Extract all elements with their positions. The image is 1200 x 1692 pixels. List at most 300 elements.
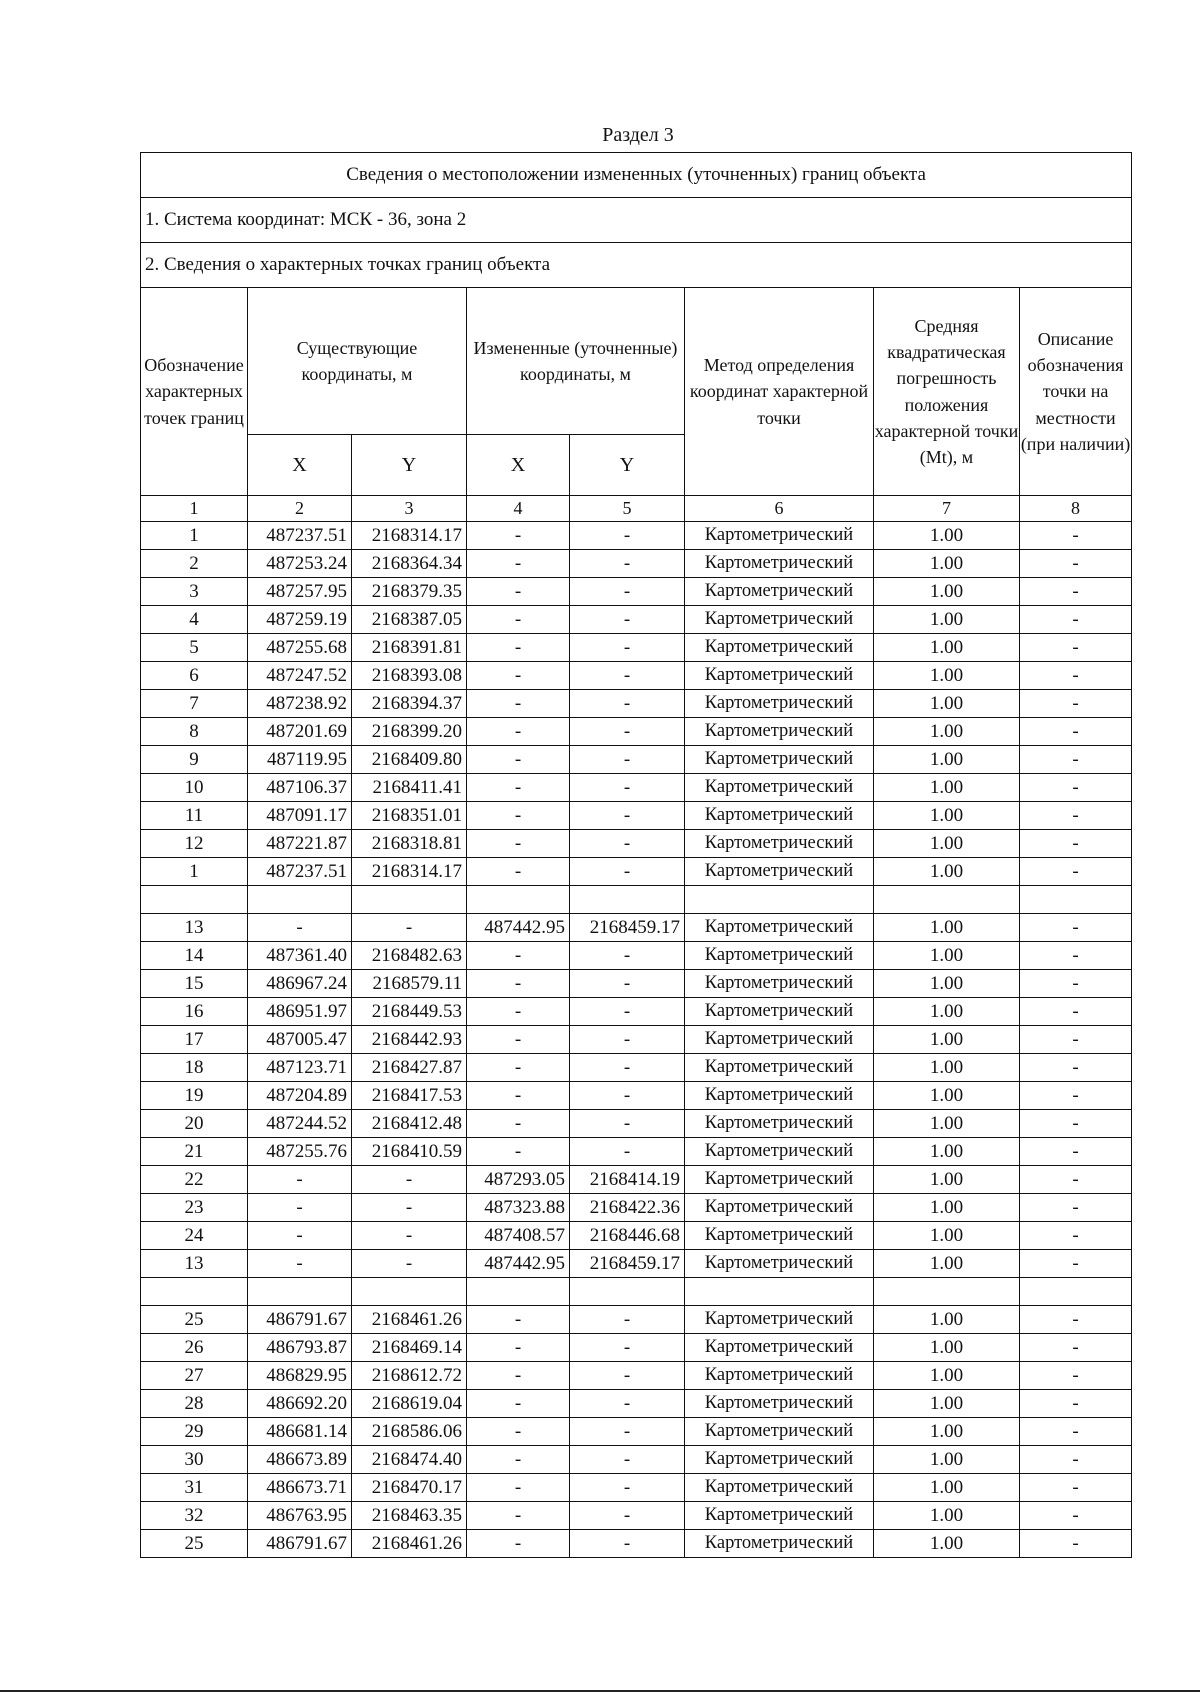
cell-error: 1.00: [874, 1222, 1020, 1250]
cell-changed-x: -: [467, 1306, 570, 1334]
cell-point: 30: [141, 1446, 248, 1474]
cell-changed-x: 487408.57: [467, 1222, 570, 1250]
cell-existing-y: 2168394.37: [352, 690, 467, 718]
cell-description: -: [1020, 550, 1132, 578]
cell-existing-y: 2168393.08: [352, 662, 467, 690]
empty-cell: [570, 1278, 685, 1306]
table-row: [141, 914, 1132, 942]
cell-point: 2: [141, 550, 248, 578]
cell-existing-y: 2168318.81: [352, 830, 467, 858]
table-row: [141, 1446, 1132, 1474]
cell-error: 1.00: [874, 1362, 1020, 1390]
cell-description: -: [1020, 1054, 1132, 1082]
cell-point: 20: [141, 1110, 248, 1138]
table-row: [141, 802, 1132, 830]
cell-changed-y: -: [570, 774, 685, 802]
cell-point: 25: [141, 1530, 248, 1558]
table-row: [141, 1306, 1132, 1334]
cell-error: 1.00: [874, 1194, 1020, 1222]
cell-point: 32: [141, 1502, 248, 1530]
cell-error: 1.00: [874, 1474, 1020, 1502]
cell-point: 22: [141, 1166, 248, 1194]
cell-changed-y: -: [570, 1362, 685, 1390]
table-row: [141, 578, 1132, 606]
cell-method: Картометрический: [685, 1418, 874, 1446]
cell-existing-x: 487106.37: [248, 774, 352, 802]
cell-changed-x: -: [467, 718, 570, 746]
column-number: 3: [352, 496, 467, 522]
cell-changed-y: -: [570, 998, 685, 1026]
cell-description: -: [1020, 998, 1132, 1026]
cell-changed-y: -: [570, 1418, 685, 1446]
cell-error: 1.00: [874, 858, 1020, 886]
cell-changed-x: -: [467, 634, 570, 662]
cell-method: Картометрический: [685, 858, 874, 886]
cell-existing-y: 2168364.34: [352, 550, 467, 578]
cell-method: Картометрический: [685, 662, 874, 690]
cell-changed-y: 2168414.19: [570, 1166, 685, 1194]
empty-cell: [1020, 1278, 1132, 1306]
cell-method: Картометрический: [685, 606, 874, 634]
cell-method: Картометрический: [685, 1082, 874, 1110]
cell-existing-x: 486681.14: [248, 1418, 352, 1446]
cell-existing-x: 486673.71: [248, 1474, 352, 1502]
header-existing: Существующие координаты, м: [248, 288, 467, 435]
table-title: Сведения о местоположении измененных (уточненных) границ объекта: [141, 153, 1132, 198]
cell-changed-y: -: [570, 1082, 685, 1110]
cell-point: 14: [141, 942, 248, 970]
table-row: [141, 970, 1132, 998]
cell-error: 1.00: [874, 802, 1020, 830]
cell-method: Картометрический: [685, 1222, 874, 1250]
cell-existing-x: 486829.95: [248, 1362, 352, 1390]
cell-existing-x: 487119.95: [248, 746, 352, 774]
column-number: 6: [685, 496, 874, 522]
cell-existing-x: 486967.24: [248, 970, 352, 998]
cell-point: 12: [141, 830, 248, 858]
cell-existing-x: 487247.52: [248, 662, 352, 690]
header-method: Метод определения координат характерной точки: [685, 288, 874, 496]
table-row: [141, 1474, 1132, 1502]
cell-existing-y: 2168409.80: [352, 746, 467, 774]
cell-existing-y: 2168619.04: [352, 1390, 467, 1418]
cell-method: Картометрический: [685, 718, 874, 746]
cell-existing-x: 487255.76: [248, 1138, 352, 1166]
cell-error: 1.00: [874, 1166, 1020, 1194]
cell-error: 1.00: [874, 1082, 1020, 1110]
header-changed-y: Y: [570, 435, 685, 496]
section-title: Раздел 3: [602, 124, 674, 146]
table-row-separator: [141, 1278, 1132, 1306]
header-point: Обозначение характерных точек границ: [141, 288, 248, 496]
cell-changed-y: -: [570, 1306, 685, 1334]
cell-changed-x: -: [467, 746, 570, 774]
cell-existing-y: 2168482.63: [352, 942, 467, 970]
cell-error: 1.00: [874, 1334, 1020, 1362]
cell-error: 1.00: [874, 550, 1020, 578]
cell-method: Картометрический: [685, 1446, 874, 1474]
cell-changed-x: -: [467, 1082, 570, 1110]
cell-changed-y: -: [570, 858, 685, 886]
cell-changed-y: -: [570, 1026, 685, 1054]
cell-point: 21: [141, 1138, 248, 1166]
cell-point: 10: [141, 774, 248, 802]
cell-point: 23: [141, 1194, 248, 1222]
cell-description: -: [1020, 1502, 1132, 1530]
cell-changed-y: -: [570, 1390, 685, 1418]
column-number: 1: [141, 496, 248, 522]
cell-method: Картометрический: [685, 830, 874, 858]
cell-method: Картометрический: [685, 1502, 874, 1530]
empty-cell: [352, 886, 467, 914]
cell-description: -: [1020, 690, 1132, 718]
cell-existing-y: 2168391.81: [352, 634, 467, 662]
cell-changed-y: -: [570, 942, 685, 970]
cell-changed-y: -: [570, 1530, 685, 1558]
cell-point: 25: [141, 1306, 248, 1334]
cell-method: Картометрический: [685, 1530, 874, 1558]
cell-changed-x: -: [467, 1502, 570, 1530]
cell-existing-x: 487237.51: [248, 522, 352, 550]
cell-error: 1.00: [874, 914, 1020, 942]
cell-error: 1.00: [874, 634, 1020, 662]
header-changed: Измененные (уточненные) координаты, м: [467, 288, 685, 435]
cell-description: -: [1020, 830, 1132, 858]
cell-error: 1.00: [874, 662, 1020, 690]
cell-error: 1.00: [874, 522, 1020, 550]
table-row: [141, 550, 1132, 578]
cell-description: -: [1020, 802, 1132, 830]
cell-existing-y: 2168417.53: [352, 1082, 467, 1110]
header-changed-x: X: [467, 435, 570, 496]
cell-description: -: [1020, 970, 1132, 998]
cell-existing-x: 487005.47: [248, 1026, 352, 1054]
cell-description: -: [1020, 1138, 1132, 1166]
cell-method: Картометрический: [685, 802, 874, 830]
header-existing-y: Y: [352, 435, 467, 496]
cell-changed-y: -: [570, 662, 685, 690]
cell-error: 1.00: [874, 1026, 1020, 1054]
cell-changed-y: -: [570, 1474, 685, 1502]
empty-cell: [685, 1278, 874, 1306]
cell-description: -: [1020, 1446, 1132, 1474]
cell-changed-x: -: [467, 802, 570, 830]
cell-point: 17: [141, 1026, 248, 1054]
cell-changed-x: 487323.88: [467, 1194, 570, 1222]
cell-point: 1: [141, 858, 248, 886]
cell-changed-x: -: [467, 1138, 570, 1166]
cell-point: 24: [141, 1222, 248, 1250]
cell-error: 1.00: [874, 1390, 1020, 1418]
cell-changed-y: -: [570, 578, 685, 606]
cell-changed-x: -: [467, 998, 570, 1026]
cell-point: 29: [141, 1418, 248, 1446]
cell-method: Картометрический: [685, 1054, 874, 1082]
cell-existing-x: 486951.97: [248, 998, 352, 1026]
table-row: [141, 1502, 1132, 1530]
cell-existing-y: 2168469.14: [352, 1334, 467, 1362]
cell-existing-x: 487244.52: [248, 1110, 352, 1138]
cell-existing-x: -: [248, 1194, 352, 1222]
cell-existing-x: 487091.17: [248, 802, 352, 830]
cell-changed-y: -: [570, 802, 685, 830]
cell-error: 1.00: [874, 998, 1020, 1026]
cell-error: 1.00: [874, 578, 1020, 606]
cell-existing-y: 2168449.53: [352, 998, 467, 1026]
table-row: [141, 1418, 1132, 1446]
table-row: [141, 1138, 1132, 1166]
cell-error: 1.00: [874, 1446, 1020, 1474]
cell-existing-y: -: [352, 1222, 467, 1250]
cell-changed-x: -: [467, 1474, 570, 1502]
cell-point: 1: [141, 522, 248, 550]
cell-changed-x: -: [467, 662, 570, 690]
cell-existing-y: 2168427.87: [352, 1054, 467, 1082]
cell-existing-y: 2168442.93: [352, 1026, 467, 1054]
cell-description: -: [1020, 662, 1132, 690]
cell-existing-y: 2168579.11: [352, 970, 467, 998]
cell-existing-y: 2168470.17: [352, 1474, 467, 1502]
cell-changed-y: -: [570, 1110, 685, 1138]
cell-existing-x: 486791.67: [248, 1306, 352, 1334]
cell-method: Картометрический: [685, 942, 874, 970]
table-row: [141, 774, 1132, 802]
cell-changed-x: -: [467, 1110, 570, 1138]
cell-changed-x: -: [467, 578, 570, 606]
cell-error: 1.00: [874, 1306, 1020, 1334]
table-row: [141, 1250, 1132, 1278]
cell-description: -: [1020, 1306, 1132, 1334]
cell-existing-y: 2168411.41: [352, 774, 467, 802]
column-number: 4: [467, 496, 570, 522]
cell-point: 28: [141, 1390, 248, 1418]
cell-changed-x: -: [467, 1026, 570, 1054]
cell-method: Картометрический: [685, 522, 874, 550]
points-heading: 2. Сведения о характерных точках границ объекта: [141, 243, 1132, 288]
cell-error: 1.00: [874, 1502, 1020, 1530]
column-number: 7: [874, 496, 1020, 522]
cell-changed-y: -: [570, 690, 685, 718]
cell-point: 26: [141, 1334, 248, 1362]
column-number: 8: [1020, 496, 1132, 522]
cell-existing-y: 2168474.40: [352, 1446, 467, 1474]
cell-description: -: [1020, 1390, 1132, 1418]
cell-existing-x: 486763.95: [248, 1502, 352, 1530]
cell-existing-x: 487255.68: [248, 634, 352, 662]
cell-existing-y: 2168461.26: [352, 1306, 467, 1334]
cell-point: 13: [141, 1250, 248, 1278]
cell-description: -: [1020, 1082, 1132, 1110]
cell-existing-y: 2168399.20: [352, 718, 467, 746]
cell-error: 1.00: [874, 690, 1020, 718]
cell-existing-x: 487259.19: [248, 606, 352, 634]
cell-description: -: [1020, 1166, 1132, 1194]
table-row: [141, 718, 1132, 746]
cell-changed-x: 487442.95: [467, 1250, 570, 1278]
cell-existing-x: 487221.87: [248, 830, 352, 858]
table-row: [141, 942, 1132, 970]
cell-description: -: [1020, 1026, 1132, 1054]
cell-changed-x: -: [467, 970, 570, 998]
cell-error: 1.00: [874, 942, 1020, 970]
table-row: [141, 746, 1132, 774]
cell-changed-x: -: [467, 1446, 570, 1474]
cell-changed-y: -: [570, 1446, 685, 1474]
cell-method: Картометрический: [685, 550, 874, 578]
cell-description: -: [1020, 942, 1132, 970]
cell-changed-x: -: [467, 1362, 570, 1390]
cell-description: -: [1020, 578, 1132, 606]
table-row: [141, 634, 1132, 662]
cell-changed-x: -: [467, 774, 570, 802]
empty-cell: [685, 886, 874, 914]
cell-point: 6: [141, 662, 248, 690]
cell-changed-y: -: [570, 830, 685, 858]
cell-changed-y: -: [570, 1334, 685, 1362]
cell-existing-x: 486673.89: [248, 1446, 352, 1474]
empty-cell: [874, 886, 1020, 914]
cell-point: 16: [141, 998, 248, 1026]
table-row: [141, 998, 1132, 1026]
cell-point: 19: [141, 1082, 248, 1110]
cell-existing-x: 486793.87: [248, 1334, 352, 1362]
cell-point: 9: [141, 746, 248, 774]
cell-changed-y: 2168446.68: [570, 1222, 685, 1250]
cell-existing-x: -: [248, 1166, 352, 1194]
cell-error: 1.00: [874, 774, 1020, 802]
cell-existing-y: -: [352, 914, 467, 942]
cell-point: 11: [141, 802, 248, 830]
cell-existing-x: 487123.71: [248, 1054, 352, 1082]
cell-description: -: [1020, 1222, 1132, 1250]
cell-error: 1.00: [874, 970, 1020, 998]
cell-point: 4: [141, 606, 248, 634]
cell-method: Картометрический: [685, 1306, 874, 1334]
cell-method: Картометрический: [685, 1194, 874, 1222]
column-number: 5: [570, 496, 685, 522]
table-row: [141, 1362, 1132, 1390]
cell-changed-x: 487293.05: [467, 1166, 570, 1194]
cell-error: 1.00: [874, 1530, 1020, 1558]
cell-description: -: [1020, 522, 1132, 550]
cell-existing-x: 487201.69: [248, 718, 352, 746]
cell-error: 1.00: [874, 718, 1020, 746]
cell-point: 8: [141, 718, 248, 746]
cell-changed-x: -: [467, 550, 570, 578]
table-row-separator: [141, 886, 1132, 914]
column-number: 2: [248, 496, 352, 522]
cell-existing-x: 487204.89: [248, 1082, 352, 1110]
cell-error: 1.00: [874, 1110, 1020, 1138]
cell-description: -: [1020, 1362, 1132, 1390]
cell-description: -: [1020, 1530, 1132, 1558]
cell-changed-x: -: [467, 1054, 570, 1082]
cell-description: -: [1020, 1418, 1132, 1446]
cell-error: 1.00: [874, 1250, 1020, 1278]
table-row: [141, 690, 1132, 718]
table-row: [141, 1054, 1132, 1082]
cell-method: Картометрический: [685, 690, 874, 718]
cell-changed-y: -: [570, 718, 685, 746]
cell-description: -: [1020, 634, 1132, 662]
table-row: [141, 830, 1132, 858]
cell-error: 1.00: [874, 1138, 1020, 1166]
header-description: Описание обозначения точки на местности (при наличии): [1020, 288, 1132, 496]
cell-existing-x: -: [248, 1222, 352, 1250]
empty-cell: [141, 886, 248, 914]
cell-existing-x: 487237.51: [248, 858, 352, 886]
table-row: [141, 1026, 1132, 1054]
cell-method: Картометрический: [685, 578, 874, 606]
cell-changed-x: -: [467, 522, 570, 550]
cell-changed-y: -: [570, 606, 685, 634]
cell-existing-x: -: [248, 914, 352, 942]
cell-existing-y: -: [352, 1194, 467, 1222]
cell-existing-y: 2168410.59: [352, 1138, 467, 1166]
table-row: [141, 522, 1132, 550]
empty-cell: [248, 1278, 352, 1306]
cell-existing-y: 2168387.05: [352, 606, 467, 634]
cell-point: 3: [141, 578, 248, 606]
cell-changed-y: -: [570, 1054, 685, 1082]
cell-changed-y: 2168459.17: [570, 1250, 685, 1278]
cell-changed-x: 487442.95: [467, 914, 570, 942]
empty-cell: [467, 886, 570, 914]
cell-point: 13: [141, 914, 248, 942]
cell-changed-y: -: [570, 634, 685, 662]
cell-changed-x: -: [467, 690, 570, 718]
cell-description: -: [1020, 914, 1132, 942]
cell-changed-x: -: [467, 858, 570, 886]
cell-existing-y: 2168379.35: [352, 578, 467, 606]
cell-method: Картометрический: [685, 774, 874, 802]
cell-method: Картометрический: [685, 1334, 874, 1362]
cell-existing-y: 2168586.06: [352, 1418, 467, 1446]
cell-description: -: [1020, 1334, 1132, 1362]
cell-existing-y: 2168314.17: [352, 858, 467, 886]
cell-changed-x: -: [467, 1418, 570, 1446]
coordinate-system: 1. Система координат: МСК - 36, зона 2: [141, 198, 1132, 243]
cell-changed-y: 2168422.36: [570, 1194, 685, 1222]
empty-cell: [248, 886, 352, 914]
table-row: [141, 662, 1132, 690]
cell-method: Картометрический: [685, 970, 874, 998]
cell-point: 15: [141, 970, 248, 998]
cell-existing-y: 2168351.01: [352, 802, 467, 830]
cell-error: 1.00: [874, 1418, 1020, 1446]
cell-changed-y: -: [570, 550, 685, 578]
cell-existing-x: 486791.67: [248, 1530, 352, 1558]
empty-cell: [874, 1278, 1020, 1306]
empty-cell: [570, 886, 685, 914]
table-row: [141, 858, 1132, 886]
empty-cell: [141, 1278, 248, 1306]
cell-method: Картометрический: [685, 746, 874, 774]
table-row: [141, 606, 1132, 634]
cell-method: Картометрический: [685, 998, 874, 1026]
cell-error: 1.00: [874, 830, 1020, 858]
cell-changed-x: -: [467, 1334, 570, 1362]
cell-changed-x: -: [467, 942, 570, 970]
table-row: [141, 1082, 1132, 1110]
cell-point: 5: [141, 634, 248, 662]
header-error: Средняя квадратическая погрешность положения характерной точки (Mt), м: [874, 288, 1020, 496]
cell-existing-y: 2168463.35: [352, 1502, 467, 1530]
cell-existing-y: -: [352, 1250, 467, 1278]
boundary-points-table: [140, 152, 1132, 1558]
cell-point: 31: [141, 1474, 248, 1502]
cell-existing-y: 2168412.48: [352, 1110, 467, 1138]
